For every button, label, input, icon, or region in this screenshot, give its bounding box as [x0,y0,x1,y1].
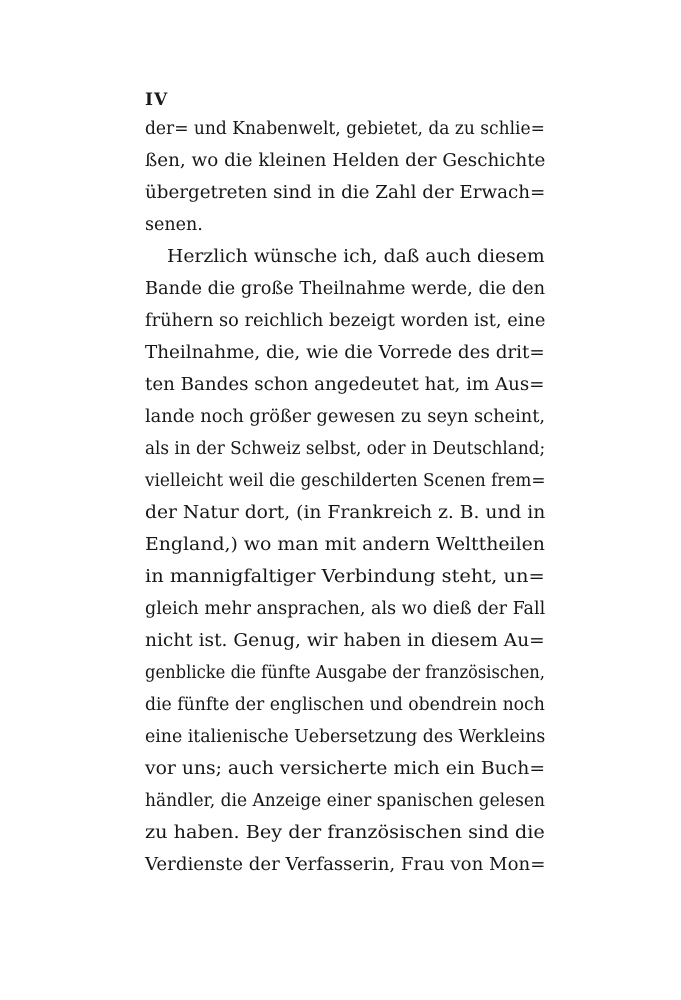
text-line: vielleicht weil die geschilderten Scenen frem= [145,471,546,491]
text-line: als in der Schweiz selbst, oder in Deutschland; [145,439,546,459]
text-line: eine italienische Uebersetzung des Werkleins [145,727,546,747]
text-line: händler, die Anzeige einer spanischen gelesen [145,791,545,811]
text-line: Herzlich wünsche ich, daß auch diesem [167,247,545,267]
text-line: zu haben. Bey der französischen sind die [145,823,545,843]
text-line: der= und Knabenwelt, gebietet, da zu schlie= [145,119,545,139]
text-line: lande noch größer gewesen zu seyn scheint, [145,407,545,427]
text-line: genblicke die fünfte Ausgabe der französischen, [145,663,545,683]
page-number: IV [145,90,169,110]
text-line: ten Bandes schon angedeutet hat, im Aus= [145,375,545,395]
text-line: Verdienste der Verfasserin, Frau von Mon= [145,855,546,875]
text-line: in mannigfaltiger Verbindung steht, un= [145,567,545,587]
text-line: Theilnahme, die, wie die Vorrede des drit= [145,343,545,363]
text-line: frühern so reichlich bezeigt worden ist, eine [145,311,546,331]
text-line: gleich mehr ansprachen, als wo dieß der Fall [145,599,546,619]
text-line: England,) wo man mit andern Welttheilen [145,535,545,555]
text-line: vor uns; auch versicherte mich ein Buch= [145,759,546,779]
text-line: ßen, wo die kleinen Helden der Geschichte [145,151,546,171]
text-line: senen. [145,215,203,235]
text-line: nicht ist. Genug, wir haben in diesem Au= [145,631,545,651]
text-line: Bande die große Theilnahme werde, die den [145,279,546,299]
text-line: der Natur dort, (in Frankreich z. B. und in [145,503,546,523]
text-line: übergetreten sind in die Zahl der Erwach= [145,183,546,203]
text-line: die fünfte der englischen und obendrein noch [145,695,545,715]
